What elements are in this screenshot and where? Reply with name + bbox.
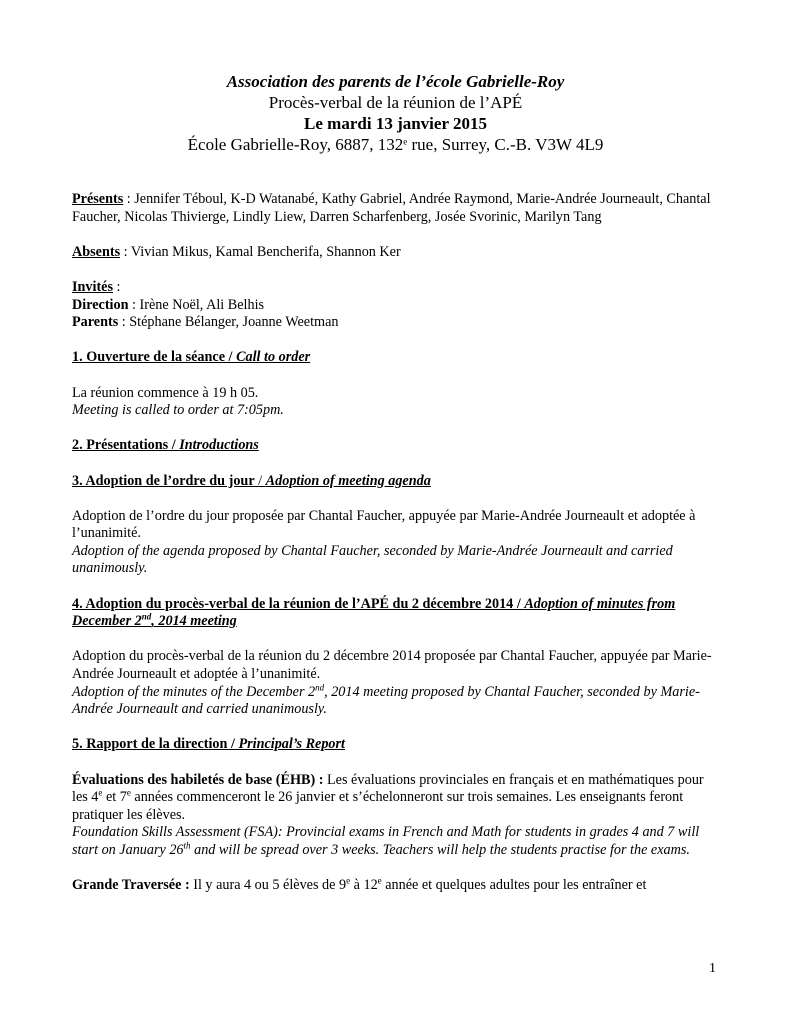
section-4-en-part: Adoption of the minutes of the December 2 bbox=[72, 683, 316, 700]
guests-label: Invités bbox=[72, 278, 113, 295]
address-part: rue, Surrey, C.-B. V3W 4L9 bbox=[407, 135, 604, 154]
absent-label: Absents bbox=[72, 243, 121, 260]
heading-en: Introductions bbox=[179, 437, 259, 454]
section-4-en-part: , 2014 meeting proposed by Chantal Faucher, seconded by Marie-Andrée Journeault and carried unanimously. bbox=[72, 683, 700, 718]
ehb-paragraph-fr bbox=[72, 772, 722, 825]
absent-list: : Vivian Mikus, Kamal Bencherifa, Shannon Ker bbox=[120, 243, 401, 260]
meeting-date: Le mardi 13 janvier 2015 bbox=[304, 114, 487, 133]
direction-label: Direction bbox=[72, 296, 129, 313]
ehb-sup: e bbox=[98, 787, 103, 798]
fsa-text: Foundation Skills Assessment (FSA): Provincial exams in French and Math for students in grades 4 and 7 will start on January 26 bbox=[72, 824, 700, 858]
grande-traversee-paragraph bbox=[72, 877, 722, 895]
grande-traversee-text: année et quelques adultes pour les entraîner et bbox=[381, 877, 647, 894]
heading-en-sup: nd bbox=[141, 611, 152, 622]
section-4-heading bbox=[72, 596, 722, 631]
guests-heading bbox=[72, 279, 722, 297]
heading-fr: 2. Présentations / bbox=[72, 437, 180, 454]
direction-list: : Irène Noël, Ali Belhis bbox=[128, 296, 265, 313]
section-1-en: Meeting is called to order at 7:05pm. bbox=[72, 402, 284, 419]
section-5-heading bbox=[72, 736, 722, 754]
section-4-en-sup: nd bbox=[315, 682, 325, 693]
ehb-text: années commenceront le 26 janvier et s’échelonneront sur trois semaines. Les enseignants feront pratiquer les élèves. bbox=[72, 789, 684, 823]
heading-en: , 2014 meeting bbox=[151, 613, 237, 630]
heading-fr: 4. Adoption du procès-verbal de la réunion de l’APÉ du 2 décembre 2014 / bbox=[72, 595, 525, 612]
section-3-heading bbox=[72, 473, 722, 491]
section-1-fr: La réunion commence à 19 h 05. bbox=[72, 384, 259, 401]
grande-traversee-text: Il y aura 4 ou 5 élèves de 9 bbox=[189, 877, 347, 894]
direction-line bbox=[72, 297, 722, 315]
fsa-paragraph-en bbox=[72, 824, 722, 859]
address-sup: e bbox=[403, 136, 408, 147]
heading-en: Call to order bbox=[236, 349, 311, 366]
ehb-text: et 7 bbox=[102, 789, 127, 806]
section-2-heading bbox=[72, 437, 722, 455]
heading-en: Adoption of meeting agenda bbox=[265, 472, 431, 489]
grande-traversee-sup: e bbox=[346, 875, 351, 886]
parents-list: : Stéphane Bélanger, Joanne Weetman bbox=[118, 314, 339, 331]
ehb-label: Évaluations des habiletés de base (ÉHB) : bbox=[72, 771, 324, 788]
page-number: 1 bbox=[709, 961, 716, 976]
present-paragraph bbox=[72, 191, 722, 226]
heading-separator: / bbox=[254, 472, 266, 489]
heading-fr: 5. Rapport de la direction / bbox=[72, 736, 239, 753]
ehb-text: Les évaluations provinciales en français et en mathématiques pour les 4 bbox=[72, 771, 704, 806]
heading-en: Adoption of minutes from December 2 bbox=[72, 595, 676, 630]
heading-en: Principal’s Report bbox=[238, 736, 345, 753]
school-address bbox=[0, 134, 791, 155]
document-header bbox=[0, 71, 791, 155]
present-label: Présents bbox=[72, 191, 124, 207]
grande-traversee-sup: e bbox=[377, 875, 382, 886]
parents-line bbox=[72, 314, 722, 332]
association-title: Association des parents de l’école Gabrielle-Roy bbox=[226, 72, 565, 91]
heading-fr: 1. Ouverture de la séance / bbox=[72, 349, 237, 366]
present-list: : Jennifer Téboul, K-D Watanabé, Kathy Gabriel, Andrée Raymond, Marie-Andrée Journeault, Chantal Faucher, Nicolas Thivierge, Lindly Liew, Darren Scharfenberg, Josée Svorinic, Marilyn Tang bbox=[72, 191, 711, 225]
fsa-text: and will be spread over 3 weeks. Teachers will help the students practise for the exams. bbox=[190, 841, 690, 858]
grande-traversee-label: Grande Traversée : bbox=[72, 877, 190, 894]
guests-suffix: : bbox=[113, 278, 121, 295]
heading-fr: 3. Adoption de l’ordre du jour bbox=[72, 472, 255, 489]
section-3-fr: Adoption de l’ordre du jour proposée par Chantal Faucher, appuyée par Marie-Andrée Journeault et adoptée à l’unanimité. bbox=[72, 507, 696, 542]
section-3-en: Adoption of the agenda proposed by Chantal Faucher, seconded by Marie-Andrée Journeault and carried unanimously. bbox=[72, 542, 673, 577]
parents-label: Parents bbox=[72, 314, 119, 331]
section-1-heading bbox=[72, 349, 722, 367]
ehb-sup: e bbox=[126, 787, 131, 798]
section-4-fr: Adoption du procès-verbal de la réunion du 2 décembre 2014 proposée par Chantal Faucher, appuyée par Marie-Andrée Journeault et adoptée à l’unanimité. bbox=[72, 648, 712, 683]
address-part: École Gabrielle-Roy, 6887, 132 bbox=[187, 135, 404, 154]
minutes-title: Procès-verbal de la réunion de l’APÉ bbox=[268, 93, 523, 112]
grande-traversee-text: à 12 bbox=[350, 877, 378, 894]
absent-paragraph bbox=[72, 244, 722, 262]
document-body bbox=[72, 191, 722, 895]
fsa-sup: th bbox=[183, 840, 191, 851]
section-4-en bbox=[72, 684, 722, 719]
